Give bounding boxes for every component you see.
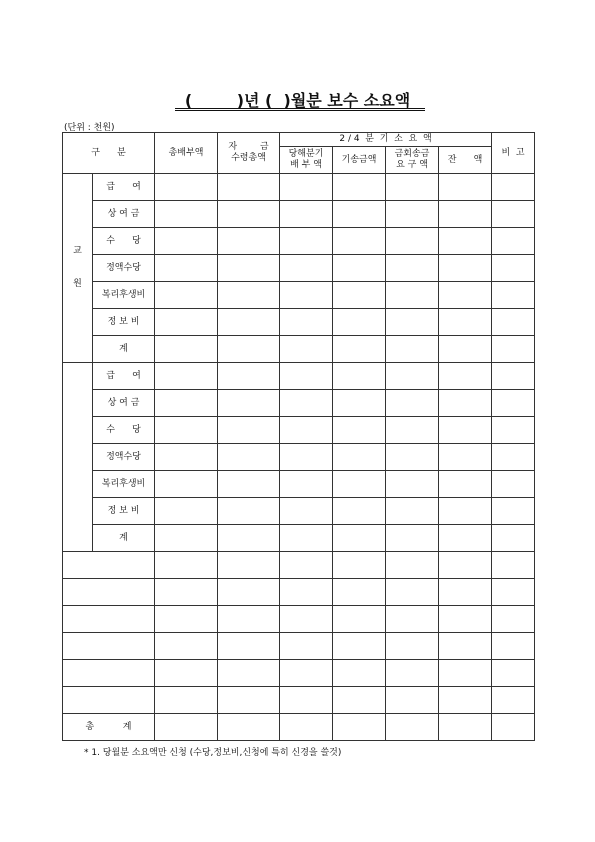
row-item-label: 계 xyxy=(93,336,155,363)
value-cell[interactable] xyxy=(439,363,492,390)
value-cell[interactable] xyxy=(218,498,280,525)
row-item-label: 정액수당 xyxy=(93,255,155,282)
value-cell[interactable] xyxy=(492,444,535,471)
value-cell[interactable] xyxy=(333,660,386,687)
value-cell[interactable] xyxy=(280,174,333,201)
value-cell[interactable] xyxy=(492,687,535,714)
blank-label-cell[interactable] xyxy=(63,660,155,687)
value-cell[interactable] xyxy=(439,336,492,363)
value-cell[interactable] xyxy=(439,714,492,741)
value-cell[interactable] xyxy=(280,444,333,471)
value-cell[interactable] xyxy=(280,471,333,498)
value-cell[interactable] xyxy=(386,714,439,741)
value-cell[interactable] xyxy=(155,201,218,228)
header-row-1 xyxy=(63,133,535,147)
table-row xyxy=(63,363,535,390)
header-q-request: 금회송금 요 구 액 xyxy=(386,147,439,174)
value-cell[interactable] xyxy=(155,390,218,417)
value-cell[interactable] xyxy=(280,714,333,741)
value-cell[interactable] xyxy=(492,228,535,255)
value-cell[interactable] xyxy=(492,552,535,579)
value-cell[interactable] xyxy=(218,687,280,714)
value-cell[interactable] xyxy=(492,498,535,525)
value-cell[interactable] xyxy=(439,282,492,309)
value-cell[interactable] xyxy=(155,336,218,363)
value-cell[interactable] xyxy=(218,282,280,309)
value-cell[interactable] xyxy=(280,255,333,282)
value-cell[interactable] xyxy=(333,282,386,309)
value-cell[interactable] xyxy=(155,714,218,741)
value-cell[interactable] xyxy=(333,444,386,471)
value-cell[interactable] xyxy=(492,606,535,633)
value-cell[interactable] xyxy=(155,498,218,525)
value-cell[interactable] xyxy=(333,363,386,390)
value-cell[interactable] xyxy=(492,525,535,552)
value-cell[interactable] xyxy=(218,660,280,687)
value-cell[interactable] xyxy=(218,201,280,228)
value-cell[interactable] xyxy=(280,579,333,606)
value-cell[interactable] xyxy=(218,633,280,660)
blank-row xyxy=(63,606,535,633)
value-cell[interactable] xyxy=(492,579,535,606)
value-cell[interactable] xyxy=(492,471,535,498)
value-cell[interactable] xyxy=(155,606,218,633)
value-cell[interactable] xyxy=(280,633,333,660)
value-cell[interactable] xyxy=(386,498,439,525)
value-cell[interactable] xyxy=(155,687,218,714)
value-cell[interactable] xyxy=(386,579,439,606)
value-cell[interactable] xyxy=(155,309,218,336)
salary-requirement-table xyxy=(62,132,535,741)
value-cell[interactable] xyxy=(280,201,333,228)
value-cell[interactable] xyxy=(280,336,333,363)
value-cell[interactable] xyxy=(218,255,280,282)
value-cell[interactable] xyxy=(386,444,439,471)
row-item-label: 정액수당 xyxy=(93,444,155,471)
group1-category-label: 교 원 xyxy=(63,174,93,363)
value-cell[interactable] xyxy=(280,687,333,714)
blank-row xyxy=(63,633,535,660)
value-cell[interactable] xyxy=(386,309,439,336)
value-cell[interactable] xyxy=(439,309,492,336)
value-cell[interactable] xyxy=(218,552,280,579)
value-cell[interactable] xyxy=(218,714,280,741)
value-cell[interactable] xyxy=(333,228,386,255)
value-cell[interactable] xyxy=(333,525,386,552)
row-item-label: 급 여 xyxy=(93,174,155,201)
value-cell[interactable] xyxy=(386,336,439,363)
header-remarks: 비 고 xyxy=(492,133,535,174)
value-cell[interactable] xyxy=(218,390,280,417)
value-cell[interactable] xyxy=(492,282,535,309)
table-row xyxy=(63,444,535,471)
value-cell[interactable] xyxy=(439,552,492,579)
value-cell[interactable] xyxy=(155,525,218,552)
blank-row xyxy=(63,552,535,579)
value-cell[interactable] xyxy=(280,309,333,336)
value-cell[interactable] xyxy=(439,687,492,714)
value-cell[interactable] xyxy=(492,255,535,282)
header-q-balance: 잔 액 xyxy=(439,147,492,174)
table-row xyxy=(63,336,535,363)
value-cell[interactable] xyxy=(386,390,439,417)
value-cell[interactable] xyxy=(386,228,439,255)
blank-row xyxy=(63,579,535,606)
row-item-label: 급 여 xyxy=(93,363,155,390)
value-cell[interactable] xyxy=(218,309,280,336)
value-cell[interactable] xyxy=(218,417,280,444)
value-cell[interactable] xyxy=(439,444,492,471)
value-cell[interactable] xyxy=(439,606,492,633)
value-cell[interactable] xyxy=(280,552,333,579)
value-cell[interactable] xyxy=(155,255,218,282)
value-cell[interactable] xyxy=(386,282,439,309)
value-cell[interactable] xyxy=(333,579,386,606)
blank-label-cell[interactable] xyxy=(63,687,155,714)
value-cell[interactable] xyxy=(280,228,333,255)
value-cell[interactable] xyxy=(218,363,280,390)
value-cell[interactable] xyxy=(218,579,280,606)
value-cell[interactable] xyxy=(386,363,439,390)
table-row xyxy=(63,498,535,525)
blank-row xyxy=(63,660,535,687)
value-cell[interactable] xyxy=(280,660,333,687)
value-cell[interactable] xyxy=(386,255,439,282)
value-cell[interactable] xyxy=(333,687,386,714)
value-cell[interactable] xyxy=(333,201,386,228)
group2-category-label xyxy=(63,363,93,552)
value-cell[interactable] xyxy=(155,363,218,390)
value-cell[interactable] xyxy=(333,336,386,363)
row-item-label: 상 여 금 xyxy=(93,390,155,417)
blank-label-cell[interactable] xyxy=(63,552,155,579)
value-cell[interactable] xyxy=(155,444,218,471)
value-cell[interactable] xyxy=(439,417,492,444)
table-row xyxy=(63,201,535,228)
unit-label: (단위 : 천원) xyxy=(64,123,115,133)
value-cell[interactable] xyxy=(155,660,218,687)
table-row xyxy=(63,390,535,417)
table-row xyxy=(63,525,535,552)
footnote: * 1. 당월분 소요액만 신청 (수당,정보비,신청에 특히 신경을 쓸것) xyxy=(84,748,342,758)
row-item-label: 상 여 금 xyxy=(93,201,155,228)
row-item-label: 수 당 xyxy=(93,228,155,255)
value-cell[interactable] xyxy=(492,363,535,390)
title-underline-second xyxy=(175,110,425,111)
value-cell[interactable] xyxy=(439,525,492,552)
value-cell[interactable] xyxy=(492,714,535,741)
value-cell[interactable] xyxy=(333,552,386,579)
value-cell[interactable] xyxy=(280,417,333,444)
value-cell[interactable] xyxy=(492,660,535,687)
table-row xyxy=(63,417,535,444)
table-row xyxy=(63,282,535,309)
value-cell[interactable] xyxy=(155,228,218,255)
table-row xyxy=(63,255,535,282)
value-cell[interactable] xyxy=(492,336,535,363)
value-cell[interactable] xyxy=(155,471,218,498)
value-cell[interactable] xyxy=(155,282,218,309)
value-cell[interactable] xyxy=(280,363,333,390)
value-cell[interactable] xyxy=(439,255,492,282)
value-cell[interactable] xyxy=(333,417,386,444)
value-cell[interactable] xyxy=(218,525,280,552)
header-quarter: 2 / 4 분 기 소 요 액 xyxy=(280,133,492,147)
value-cell[interactable] xyxy=(386,525,439,552)
value-cell[interactable] xyxy=(333,255,386,282)
header-q-alloc: 당해분기 배 부 액 xyxy=(280,147,333,174)
row-item-label: 수 당 xyxy=(93,417,155,444)
table-row xyxy=(63,174,535,201)
value-cell[interactable] xyxy=(280,498,333,525)
value-cell[interactable] xyxy=(155,417,218,444)
value-cell[interactable] xyxy=(439,201,492,228)
value-cell[interactable] xyxy=(386,201,439,228)
header-self-fund: 자 금 수령총액 xyxy=(218,133,280,174)
value-cell[interactable] xyxy=(280,282,333,309)
value-cell[interactable] xyxy=(155,579,218,606)
total-row xyxy=(63,714,535,741)
value-cell[interactable] xyxy=(386,174,439,201)
value-cell[interactable] xyxy=(333,714,386,741)
value-cell[interactable] xyxy=(386,552,439,579)
value-cell[interactable] xyxy=(386,417,439,444)
value-cell[interactable] xyxy=(439,660,492,687)
value-cell[interactable] xyxy=(386,471,439,498)
value-cell[interactable] xyxy=(155,174,218,201)
value-cell[interactable] xyxy=(492,309,535,336)
table-row xyxy=(63,228,535,255)
value-cell[interactable] xyxy=(439,390,492,417)
row-item-label: 계 xyxy=(93,525,155,552)
value-cell[interactable] xyxy=(280,606,333,633)
value-cell[interactable] xyxy=(218,336,280,363)
value-cell[interactable] xyxy=(386,660,439,687)
value-cell[interactable] xyxy=(439,579,492,606)
value-cell[interactable] xyxy=(333,471,386,498)
header-total-alloc: 총배부액 xyxy=(155,133,218,174)
blank-label-cell[interactable] xyxy=(63,606,155,633)
value-cell[interactable] xyxy=(280,525,333,552)
value-cell[interactable] xyxy=(333,174,386,201)
row-item-label: 복리후생비 xyxy=(93,282,155,309)
row-item-label: 정 보 비 xyxy=(93,498,155,525)
page-title: ( )년 ( )월분 보수 소요액 xyxy=(184,91,411,110)
value-cell[interactable] xyxy=(333,633,386,660)
value-cell[interactable] xyxy=(218,471,280,498)
value-cell[interactable] xyxy=(333,390,386,417)
value-cell[interactable] xyxy=(155,633,218,660)
value-cell[interactable] xyxy=(386,687,439,714)
value-cell[interactable] xyxy=(333,498,386,525)
blank-label-cell[interactable] xyxy=(63,579,155,606)
value-cell[interactable] xyxy=(280,390,333,417)
value-cell[interactable] xyxy=(218,444,280,471)
row-item-label: 복리후생비 xyxy=(93,471,155,498)
value-cell[interactable] xyxy=(155,552,218,579)
value-cell[interactable] xyxy=(492,417,535,444)
value-cell[interactable] xyxy=(439,633,492,660)
value-cell[interactable] xyxy=(333,309,386,336)
value-cell[interactable] xyxy=(492,390,535,417)
value-cell[interactable] xyxy=(439,471,492,498)
header-q-sent: 기송금액 xyxy=(333,147,386,174)
value-cell[interactable] xyxy=(439,498,492,525)
value-cell[interactable] xyxy=(439,228,492,255)
value-cell[interactable] xyxy=(218,606,280,633)
value-cell[interactable] xyxy=(492,174,535,201)
blank-label-cell[interactable] xyxy=(63,633,155,660)
value-cell[interactable] xyxy=(218,228,280,255)
table-row xyxy=(63,471,535,498)
header-gubun: 구 분 xyxy=(63,133,155,174)
total-label: 총 계 xyxy=(63,714,155,741)
value-cell[interactable] xyxy=(333,606,386,633)
value-cell[interactable] xyxy=(218,174,280,201)
table-row xyxy=(63,309,535,336)
title-underline xyxy=(175,108,425,109)
value-cell[interactable] xyxy=(439,174,492,201)
value-cell[interactable] xyxy=(492,201,535,228)
row-item-label: 정 보 비 xyxy=(93,309,155,336)
blank-row xyxy=(63,687,535,714)
value-cell[interactable] xyxy=(492,633,535,660)
value-cell[interactable] xyxy=(386,633,439,660)
value-cell[interactable] xyxy=(386,606,439,633)
